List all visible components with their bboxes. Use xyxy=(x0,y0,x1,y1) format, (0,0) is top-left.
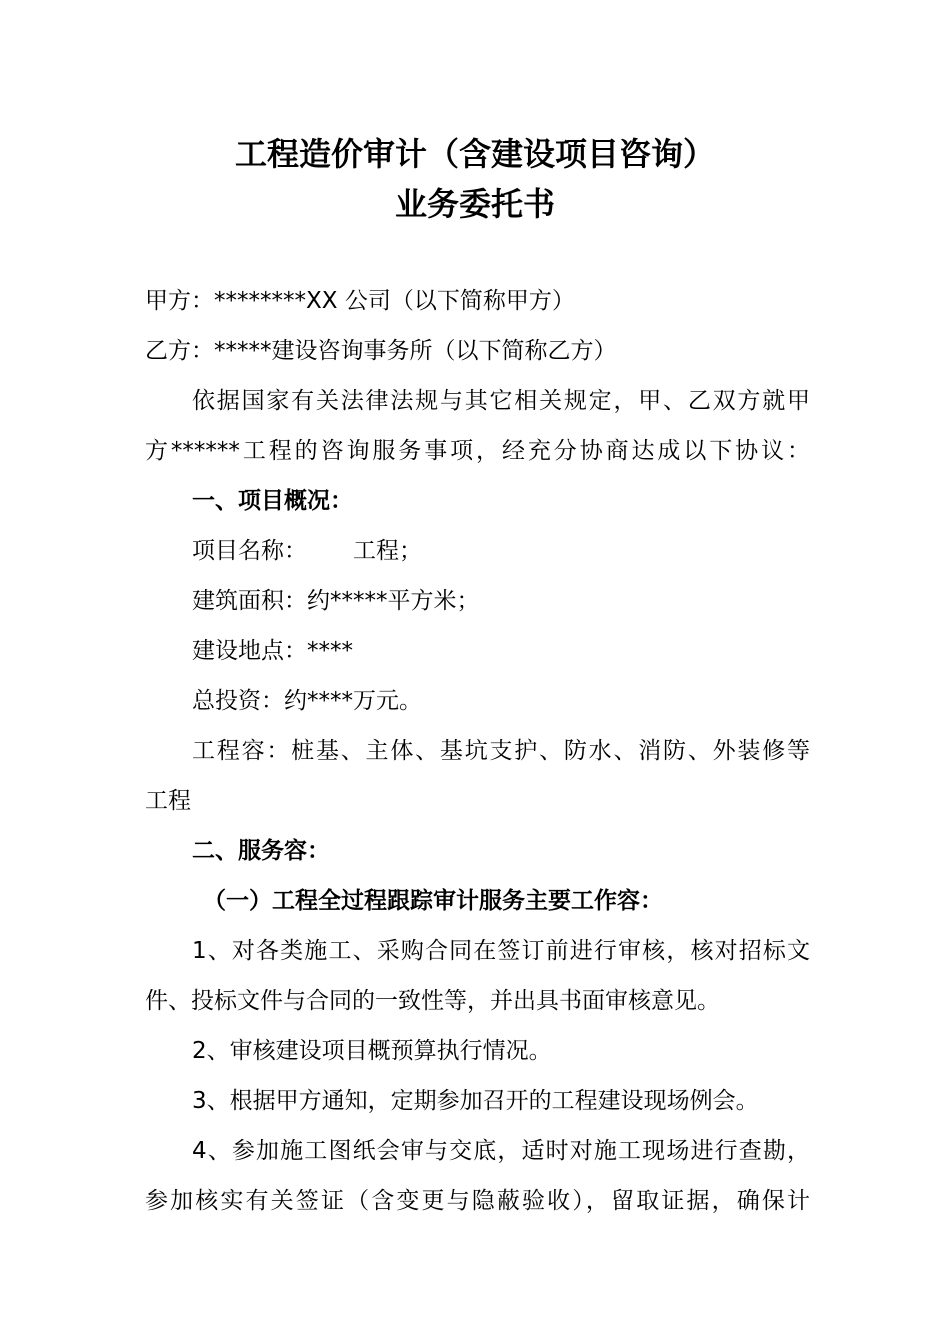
project-name xyxy=(192,536,810,566)
party-b: 乙方：*****建设咨询事务所（以下简称乙方） xyxy=(145,338,617,364)
project-content-line1: 工程容：桩基、主体、基坑支护、防水、消防、外装修等 xyxy=(192,738,810,764)
party-a: 甲方：********XX 公司（以下简称甲方） xyxy=(145,288,575,314)
document-title-line1: 工程造价审计（含建设项目咨询） xyxy=(234,135,715,173)
section1-heading: 一、项目概况： xyxy=(192,488,353,514)
service-item1-line1: 1、对各类施工、采购合同在签订前进行审核，核对招标文 xyxy=(192,938,810,964)
building-area: 建筑面积：约*****平方米； xyxy=(192,588,480,614)
service-item4-line2: 参加核实有关签证（含变更与隐蔽验收），留取证据，确保计 xyxy=(145,1188,810,1214)
project-content-line2: 工程 xyxy=(145,788,191,814)
section2-heading: 二、服务容： xyxy=(192,838,330,864)
project-name-label: 项目名称： xyxy=(192,538,307,564)
construction-location: 建设地点：**** xyxy=(192,638,353,664)
service-item4-line1: 4、参加施工图纸会审与交底，适时对施工现场进行查勘， xyxy=(192,1138,810,1164)
service-item3: 3、根据甲方通知，定期参加召开的工程建设现场例会。 xyxy=(192,1088,759,1114)
section2-sub-heading: （一）工程全过程跟踪审计服务主要工作容： xyxy=(203,888,663,914)
service-item2: 2、审核建设项目概预算执行情况。 xyxy=(192,1038,552,1064)
intro-line1: 依据国家有关法律法规与其它相关规定，甲、乙双方就甲 xyxy=(192,388,810,414)
total-investment: 总投资：约****万元。 xyxy=(192,688,422,714)
document-title-line2: 业务委托书 xyxy=(394,185,555,223)
project-name-value: 工程； xyxy=(353,538,422,564)
service-item1-line2: 件、投标文件与合同的一致性等，并出具书面审核意见。 xyxy=(145,988,720,1014)
intro-line2: 方******工程的咨询服务事项，经充分协商达成以下协议： xyxy=(145,438,810,464)
